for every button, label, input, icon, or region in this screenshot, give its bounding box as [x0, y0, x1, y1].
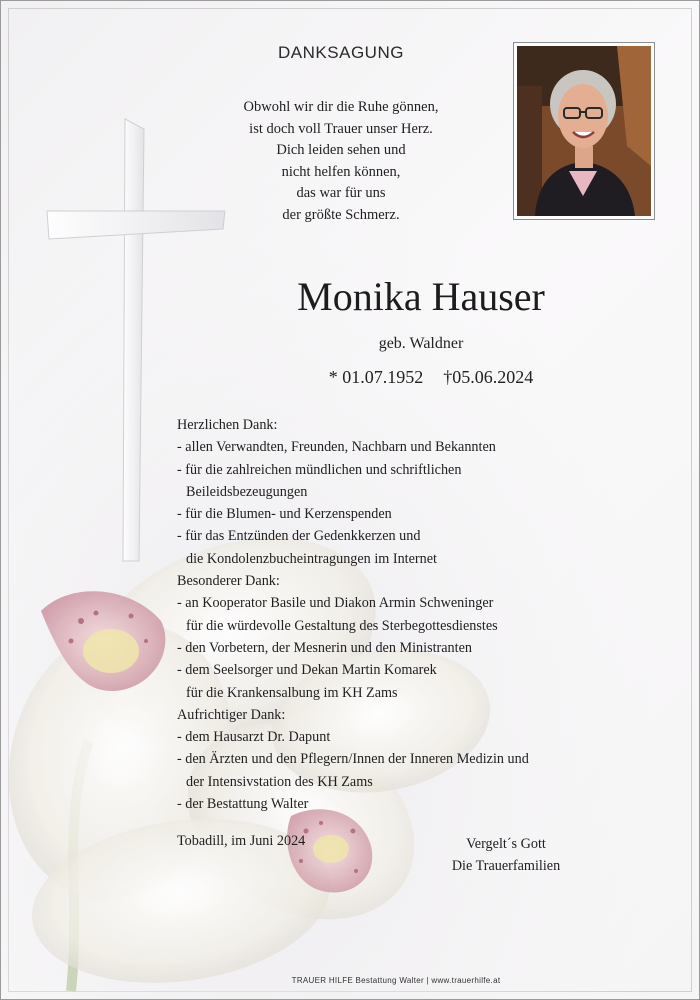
- poem-line: ist doch voll Trauer unser Herz.: [249, 120, 433, 137]
- maiden-name: geb. Waldner: [378, 335, 464, 352]
- poem-line: das war für uns: [296, 185, 386, 201]
- thanks-line: - dem Seelsorger und Dekan Martin Komarek: [177, 662, 437, 679]
- thanks-line: - der Bestattung Walter: [177, 796, 309, 813]
- thanks-line: - für die Blumen- und Kerzenspenden: [177, 506, 392, 523]
- deceased-name: Monika Hauser: [297, 274, 545, 319]
- portrait-image: [517, 46, 651, 216]
- closing-signature: [421, 833, 591, 878]
- thanks-line: für die Krankensalbung im KH Zams: [186, 684, 398, 701]
- thanks-line: Aufrichtiger Dank:: [177, 706, 286, 723]
- thanks-line: - für die zahlreichen mündlichen und schriftlichen: [177, 461, 462, 478]
- closing-line: Vergelt´s Gott: [466, 836, 546, 852]
- thanks-line: für die würdevolle Gestaltung des Sterbegottesdienstes: [186, 617, 498, 634]
- poem-line: nicht helfen können,: [281, 163, 401, 180]
- place-date: Tobadill, im Juni 2024: [177, 833, 306, 849]
- closing-line: Die Trauerfamilien: [451, 858, 561, 875]
- thanks-line: Herzlichen Dank:: [177, 417, 278, 433]
- poem: [191, 97, 491, 226]
- thanks-line: - den Vorbetern, der Mesnerin und den Ministranten: [177, 639, 472, 656]
- footer-credit: TRAUER HILFE Bestattung Walter | www.trauerhilfe.at: [291, 976, 501, 985]
- thanks-line: Beileidsbezeugungen: [186, 483, 308, 500]
- heading: DANKSAGUNG: [278, 43, 404, 62]
- portrait-photo: [513, 42, 655, 220]
- thanks-line: - den Ärzten und den Pflegern/Innen der Inneren Medizin und: [177, 751, 529, 768]
- poem-line: Obwohl wir dir die Ruhe gönnen,: [243, 99, 439, 115]
- thanks-line: - dem Hausarzt Dr. Dapunt: [177, 729, 331, 746]
- death-date: †05.06.2024: [443, 367, 534, 387]
- thanks-line: Besonderer Dank:: [177, 573, 280, 590]
- thanks-section: [177, 414, 627, 815]
- poem-line: Dich leiden sehen und: [276, 142, 406, 158]
- poem-line: der größte Schmerz.: [282, 206, 400, 223]
- life-dates: [291, 367, 571, 388]
- thanks-line: - für das Entzünden der Gedenkkerzen und: [177, 528, 421, 545]
- thanks-line: - an Kooperator Basile und Diakon Armin Schweninger: [177, 595, 494, 612]
- thanks-line: die Kondolenzbucheintragungen im Internet: [186, 550, 437, 567]
- thanks-line: der Intensivstation des KH Zams: [186, 773, 373, 790]
- thanks-line: - allen Verwandten, Freunden, Nachbarn und Bekannten: [177, 439, 496, 456]
- birth-date: * 01.07.1952: [328, 367, 424, 387]
